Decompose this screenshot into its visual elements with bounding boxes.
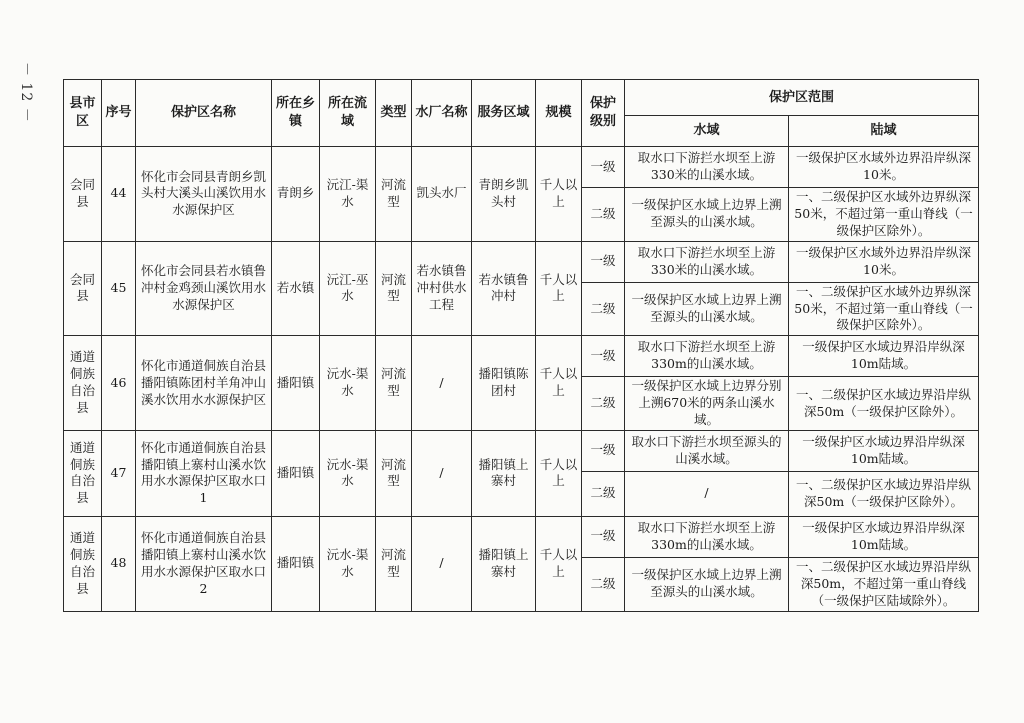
cell-seq: 47: [102, 430, 136, 516]
cell-seq: 48: [102, 516, 136, 611]
cell-service: 若水镇鲁冲村: [472, 241, 536, 336]
cell-scale: 千人以上: [536, 430, 582, 516]
cell-water: 一级保护区水域上边界上溯至源头的山溪水域。: [625, 557, 789, 611]
cell-level: 一级: [582, 336, 625, 377]
cell-plant: 若水镇鲁冲村供水工程: [412, 241, 472, 336]
cell-seq: 44: [102, 147, 136, 242]
cell-water: 一级保护区水域上边界分别上溯670米的两条山溪水域。: [625, 377, 789, 431]
cell-name: 怀化市通道侗族自治县播阳镇陈团村羊角冲山溪水饮用水水源保护区: [136, 336, 272, 431]
header-scale: 规模: [536, 80, 582, 147]
cell-level: 一级: [582, 241, 625, 282]
cell-town: 播阳镇: [272, 516, 320, 611]
cell-seq: 46: [102, 336, 136, 431]
cell-level: 二级: [582, 188, 625, 242]
cell-water: 取水口下游拦水坝至上游330米的山溪水域。: [625, 147, 789, 188]
table-row: [64, 336, 979, 377]
cell-water: 取水口下游拦水坝至源头的山溪水域。: [625, 430, 789, 471]
cell-scale: 千人以上: [536, 241, 582, 336]
header-basin: 所在流域: [320, 80, 376, 147]
cell-type: 河流型: [376, 336, 412, 431]
page-number: － 12 －: [18, 62, 34, 123]
cell-basin: 沅水-渠水: [320, 516, 376, 611]
header-plant: 水厂名称: [412, 80, 472, 147]
cell-land: 一级保护区水域边界沿岸纵深10m陆域。: [789, 516, 979, 557]
cell-water: 取水口下游拦水坝至上游330m的山溪水域。: [625, 336, 789, 377]
cell-county: 通道侗族自治县: [64, 336, 102, 431]
table-row: [64, 516, 979, 557]
cell-name: 怀化市会同县青朗乡凯头村大溪头山溪饮用水水源保护区: [136, 147, 272, 242]
header-water: 水域: [625, 116, 789, 147]
cell-name: 怀化市通道侗族自治县播阳镇上寨村山溪水饮用水水源保护区取水口2: [136, 516, 272, 611]
table-row: [64, 147, 979, 188]
cell-basin: 沅水-渠水: [320, 430, 376, 516]
cell-land: 一级保护区水域外边界沿岸纵深10米。: [789, 241, 979, 282]
cell-level: 一级: [582, 147, 625, 188]
cell-level: 二级: [582, 377, 625, 431]
cell-water: 一级保护区水域上边界上溯至源头的山溪水域。: [625, 282, 789, 336]
cell-scale: 千人以上: [536, 516, 582, 611]
cell-level: 二级: [582, 471, 625, 516]
table-row: [64, 241, 979, 282]
cell-service: 播阳镇陈团村: [472, 336, 536, 431]
cell-type: 河流型: [376, 516, 412, 611]
cell-town: 青朗乡: [272, 147, 320, 242]
cell-water: 取水口下游拦水坝至上游330米的山溪水域。: [625, 241, 789, 282]
header-land: 陆域: [789, 116, 979, 147]
header-level: 保护级别: [582, 80, 625, 147]
cell-county: 通道侗族自治县: [64, 430, 102, 516]
cell-scale: 千人以上: [536, 147, 582, 242]
cell-county: 会同县: [64, 147, 102, 242]
cell-type: 河流型: [376, 147, 412, 242]
cell-type: 河流型: [376, 241, 412, 336]
cell-basin: 沅江-巫水: [320, 241, 376, 336]
cell-town: 播阳镇: [272, 430, 320, 516]
header-seq: 序号: [102, 80, 136, 147]
header-county: 县市区: [64, 80, 102, 147]
header-row: [64, 80, 979, 116]
header-type: 类型: [376, 80, 412, 147]
cell-water: 一级保护区水域上边界上溯至源头的山溪水域。: [625, 188, 789, 242]
cell-plant: /: [412, 516, 472, 611]
header-town: 所在乡镇: [272, 80, 320, 147]
cell-level: 二级: [582, 557, 625, 611]
cell-land: 一、二级保护区水域边界沿岸纵深50m，不超过第一重山脊线（一级保护区陆域除外）。: [789, 557, 979, 611]
cell-land: 一级保护区水域边界沿岸纵深10m陆域。: [789, 430, 979, 471]
cell-level: 一级: [582, 516, 625, 557]
cell-town: 若水镇: [272, 241, 320, 336]
cell-level: 二级: [582, 282, 625, 336]
cell-scale: 千人以上: [536, 336, 582, 431]
cell-land: 一、二级保护区水域外边界纵深50米，不超过第一重山脊线（一级保护区除外）。: [789, 282, 979, 336]
cell-land: 一级保护区水域外边界沿岸纵深10米。: [789, 147, 979, 188]
cell-service: 播阳镇上寨村: [472, 430, 536, 516]
header-service: 服务区域: [472, 80, 536, 147]
cell-county: 会同县: [64, 241, 102, 336]
cell-water: 取水口下游拦水坝至上游330m的山溪水域。: [625, 516, 789, 557]
cell-service: 播阳镇上寨村: [472, 516, 536, 611]
cell-land: 一、二级保护区水域外边界纵深50米，不超过第一重山脊线（一级保护区除外）。: [789, 188, 979, 242]
cell-name: 怀化市会同县若水镇鲁冲村金鸡颈山溪饮用水水源保护区: [136, 241, 272, 336]
cell-plant: /: [412, 336, 472, 431]
cell-plant: /: [412, 430, 472, 516]
cell-seq: 45: [102, 241, 136, 336]
cell-level: 一级: [582, 430, 625, 471]
protection-area-table: [63, 79, 979, 612]
cell-plant: 凯头水厂: [412, 147, 472, 242]
table-row: [64, 430, 979, 471]
header-name: 保护区名称: [136, 80, 272, 147]
cell-type: 河流型: [376, 430, 412, 516]
cell-town: 播阳镇: [272, 336, 320, 431]
cell-service: 青朗乡凯头村: [472, 147, 536, 242]
cell-basin: 沅水-渠水: [320, 336, 376, 431]
header-range: 保护区范围: [625, 80, 979, 116]
cell-basin: 沅江-渠水: [320, 147, 376, 242]
cell-land: 一级保护区水域边界沿岸纵深10m陆域。: [789, 336, 979, 377]
cell-land: 一、二级保护区水域边界沿岸纵深50m（一级保护区除外）。: [789, 471, 979, 516]
cell-water: /: [625, 471, 789, 516]
cell-county: 通道侗族自治县: [64, 516, 102, 611]
cell-land: 一、二级保护区水域边界沿岸纵深50m（一级保护区除外）。: [789, 377, 979, 431]
cell-name: 怀化市通道侗族自治县播阳镇上寨村山溪水饮用水水源保护区取水口1: [136, 430, 272, 516]
